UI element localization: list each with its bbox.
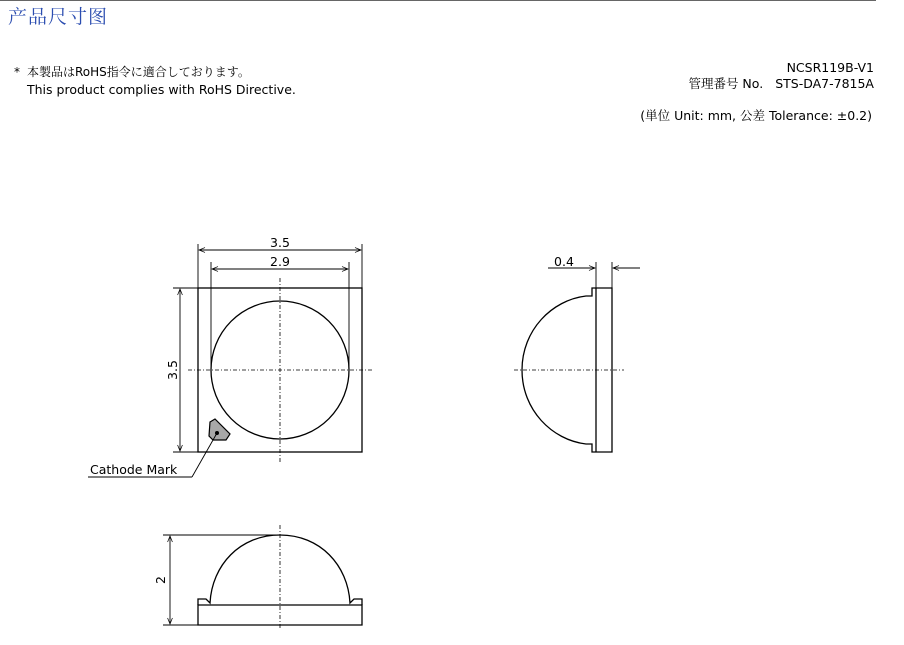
note-line-en: This product complies with RoHS Directive. xyxy=(27,82,296,97)
dim-front-height xyxy=(163,535,280,625)
model-number: NCSR119B-V1 xyxy=(786,60,874,75)
management-number: STS-DA7-7815A xyxy=(775,76,874,91)
front-view xyxy=(198,525,362,630)
cathode-mark-icon xyxy=(209,419,230,440)
dim-outer-width-label: 3.5 xyxy=(270,235,290,250)
note-line-ja: 本製品はRoHS指令に適合しております。 xyxy=(27,65,250,79)
dim-base-thickness-label: 0.4 xyxy=(554,254,574,269)
units-tolerance: (単位 Unit: mm, 公差 Tolerance: ±0.2) xyxy=(640,108,872,123)
management-label: 管理番号 No. xyxy=(688,76,764,91)
top-view xyxy=(188,278,372,462)
dim-inner-width-label: 2.9 xyxy=(270,254,290,269)
dim-front-height-label: 2 xyxy=(153,576,168,584)
page-title: 产品尺寸图 xyxy=(8,6,109,28)
side-view xyxy=(514,288,624,452)
dim-height-label: 3.5 xyxy=(165,360,180,380)
cathode-mark-label: Cathode Mark xyxy=(90,462,178,477)
note-asterisk: * xyxy=(14,65,20,79)
